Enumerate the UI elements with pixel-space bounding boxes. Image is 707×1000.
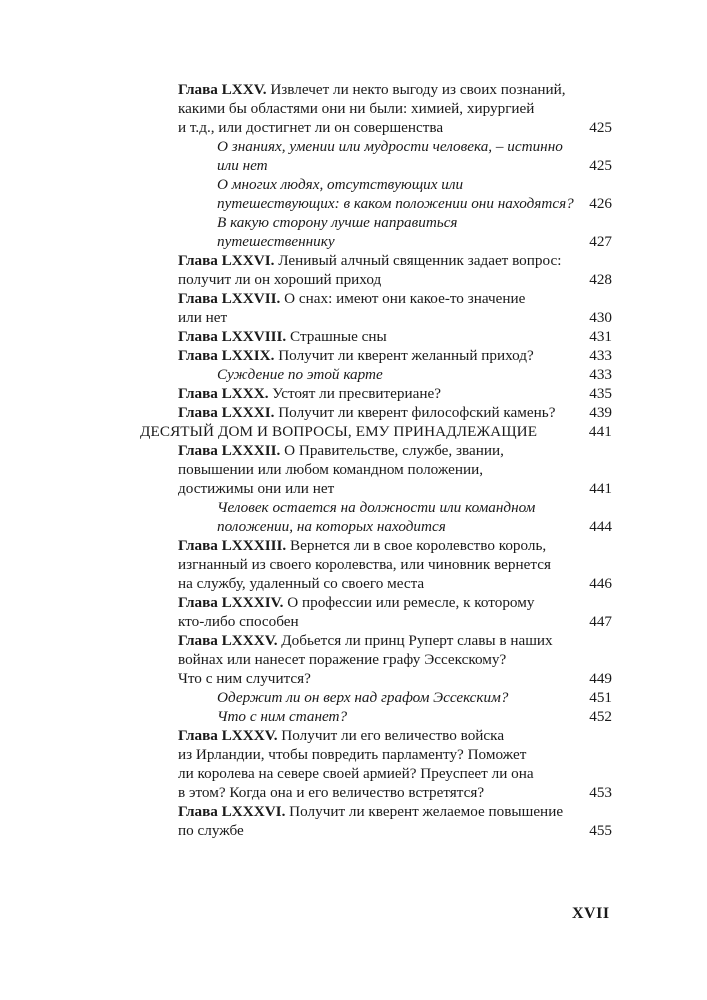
entry-text: О многих людях, отсутствующих или [217, 176, 464, 193]
page-ref: 433 [589, 347, 612, 364]
entry-text: Извлечет ли некто выгоду из своих познаний, [266, 81, 566, 98]
toc-entry [178, 555, 612, 574]
page-ref: 427 [589, 233, 612, 250]
page-number: XVII [572, 905, 610, 922]
entry-text: Получит ли его величество войска [277, 727, 505, 744]
page-ref: 435 [589, 385, 612, 402]
chapter-label: Глава LXXXIII. [178, 537, 287, 554]
page-ref: 433 [589, 366, 612, 383]
entry-text: Добьется ли принц Руперт славы в наших [277, 632, 553, 649]
chapter-label: Глава LXXXI. [178, 404, 275, 421]
page-ref: 441 [589, 480, 612, 497]
page-ref: 447 [589, 613, 612, 630]
toc-entry [178, 745, 612, 764]
page-ref: 441 [588, 423, 612, 440]
entry-text: О снах: имеют они какое-то значение [280, 290, 526, 307]
entry-text: положении, на которых находится [217, 518, 446, 535]
entry-text: Что с ним случится? [178, 670, 311, 687]
chapter-label: Глава LXXVI. [178, 252, 275, 269]
entry-text: Что с ним станет? [217, 708, 348, 725]
entry-text: Получит ли кверент желаемое повышение [285, 803, 564, 820]
entry-text: Страшные сны [286, 328, 387, 345]
chapter-label: Глава LXXIX. [178, 347, 275, 364]
entry-text: по службе [178, 822, 244, 839]
chapter-label: Глава LXXXV. [178, 727, 278, 744]
page-ref: 426 [589, 195, 612, 212]
entry-text: повышении или любом командном положении, [178, 461, 484, 478]
entry-text: ли королева на севере своей армией? Преуспеет ли она [178, 765, 534, 782]
toc-entry [178, 346, 612, 365]
chapter-label: Глава LXXXIV. [178, 594, 284, 611]
toc-subentry [178, 688, 612, 707]
toc-subentry [178, 232, 612, 251]
page-ref: 455 [589, 822, 612, 839]
toc-entry [178, 650, 612, 669]
page-ref: 446 [589, 575, 612, 592]
entry-text: О профессии или ремесле, к которому [283, 594, 535, 611]
entry-text: или нет [178, 309, 228, 326]
entry-text: О Правительстве, службе, звании, [280, 442, 504, 459]
entry-text: из Ирландии, чтобы повредить парламенту? Поможет [178, 746, 527, 763]
toc-subentry [178, 175, 612, 194]
page-ref: 430 [589, 309, 612, 326]
toc-entry [178, 289, 612, 308]
toc-entry [178, 574, 612, 593]
entry-text: получит ли он хороший приход [178, 271, 382, 288]
entry-text: кто-либо способен [178, 613, 299, 630]
chapter-label: Глава LXXV. [178, 81, 267, 98]
toc-entry [178, 726, 612, 745]
entry-text: путешественнику [217, 233, 335, 250]
entry-text: ДЕСЯТЫЙ ДОМ И ВОПРОСЫ, ЕМУ ПРИНАДЛЕЖАЩИЕ [140, 423, 538, 440]
entry-text: изгнанный из своего королевства, или чиновник вернется [178, 556, 551, 573]
entry-text: Человек остается на должности или командном [217, 499, 536, 516]
chapter-label: Глава LXXXV. [178, 632, 278, 649]
toc-subentry [178, 517, 612, 536]
page-ref: 431 [589, 328, 612, 345]
entry-text: О знаниях, умении или мудрости человека, – истинно [217, 138, 563, 155]
chapter-label: Глава LXXVIII. [178, 328, 287, 345]
chapter-label: Глава LXXVII. [178, 290, 281, 307]
toc-entry [178, 593, 612, 612]
entry-text: Одержит ли он верх над графом Эссекским? [217, 689, 509, 706]
toc-entry [178, 669, 612, 688]
entry-text: путешествующих: в каком положении они находятся? [217, 195, 574, 212]
toc-entry [178, 270, 612, 289]
page-ref: 451 [589, 689, 612, 706]
toc-entry [178, 441, 612, 460]
toc-entry [178, 384, 612, 403]
entry-text: какими бы областями они ни были: химией, хирургией [178, 100, 535, 117]
toc-entry [178, 536, 612, 555]
toc-subentry [178, 156, 612, 175]
toc-entry [178, 783, 612, 802]
entry-text: В какую сторону лучше направиться [217, 214, 458, 231]
toc-entry [178, 802, 612, 821]
entry-text: Получит ли кверент философский камень? [274, 404, 556, 421]
entry-text: достижимы они или нет [178, 480, 335, 497]
entry-text: на службу, удаленный со своего места [178, 575, 425, 592]
entry-text: Устоят ли пресвитериане? [268, 385, 441, 402]
toc-entry [178, 327, 612, 346]
entry-text: Суждение по этой карте [217, 366, 383, 383]
chapter-label: Глава LXXXII. [178, 442, 281, 459]
toc-subentry [178, 194, 612, 213]
toc-subentry [178, 498, 612, 517]
toc-subentry [178, 137, 612, 156]
toc-entry [178, 118, 612, 137]
entry-text: войнах или нанесет поражение графу Эссекскому? [178, 651, 507, 668]
table-of-contents [140, 80, 612, 840]
chapter-label: Глава LXXXVI. [178, 803, 286, 820]
page-ref: 439 [589, 404, 612, 421]
page-ref: 425 [589, 157, 612, 174]
toc-entry [178, 308, 612, 327]
page-ref: 453 [589, 784, 612, 801]
chapter-label: Глава LXXX. [178, 385, 269, 402]
toc-entry [178, 612, 612, 631]
page-ref: 444 [589, 518, 612, 535]
toc-entry [178, 80, 612, 99]
entry-text: или нет [217, 157, 268, 174]
page-ref: 452 [589, 708, 612, 725]
toc-subentry [178, 213, 612, 232]
toc-entry [178, 821, 612, 840]
toc-subentry [178, 365, 612, 384]
toc-entry [178, 764, 612, 783]
section-heading [140, 422, 612, 441]
entry-text: в этом? Когда она и его величество встретятся? [178, 784, 485, 801]
toc-entry [178, 631, 612, 650]
toc-entry [178, 99, 612, 118]
entry-text: Ленивый алчный священник задает вопрос: [274, 252, 562, 269]
entry-text: Вернется ли в свое королевство король, [286, 537, 547, 554]
entry-text: и т.д., или достигнет ли он совершенства [178, 119, 444, 136]
page-ref: 425 [589, 119, 612, 136]
toc-entry [178, 403, 612, 422]
page-ref: 449 [589, 670, 612, 687]
toc-entry [178, 460, 612, 479]
entry-text: Получит ли кверент желанный приход? [274, 347, 534, 364]
toc-subentry [178, 707, 612, 726]
toc-entry [178, 479, 612, 498]
page-ref: 428 [589, 271, 612, 288]
toc-entry [178, 251, 612, 270]
